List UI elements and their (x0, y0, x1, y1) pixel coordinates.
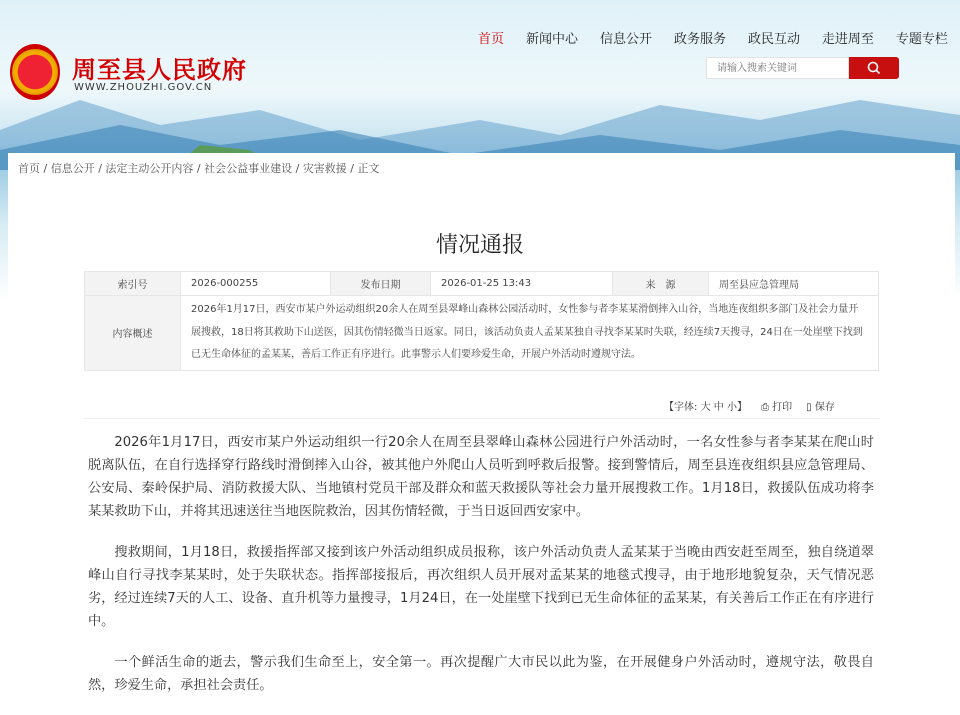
nav-services[interactable]: 政务服务 (673, 32, 726, 47)
paragraph: 一个鲜活生命的逝去，警示我们生命至上，安全第一。再次提醒广大市民以此为鉴，在开展健身户外活动时，遵规守法，敬畏自然，珍爱生命，承担社会责任。 (88, 655, 874, 693)
crumb-home[interactable]: 首页 (18, 162, 40, 175)
summary-value: 2026年1月17日，西安市某户外运动组织20余人在周至县翠峰山森林公园活动时，女性参与者李某某滑倒摔入山谷，当地连夜组织多部门及社会力量开展搜救，18日将其救助下山送医，因其伤情轻微当日返家。同日，该活动负责人孟某某独自寻找李某某时失联，经连续7天搜寻，24日在一处崖壁下找到已无生命体征的孟某某，善后工作正有序进行。此事警示人们要珍爱生命，开展户外活动时遵规守法。 (181, 296, 879, 371)
save-button[interactable] (806, 398, 835, 413)
nav-news[interactable]: 新闻中心 (525, 32, 578, 47)
index-value: 2026-000255 (181, 272, 331, 296)
crumb-welfare[interactable]: 社会公益事业建设 (204, 162, 293, 175)
font-size-label: 【字体: (664, 402, 698, 413)
save-label: 保存 (814, 402, 835, 413)
main-nav (478, 28, 948, 47)
article-tools (664, 398, 835, 413)
font-size-end: 】 (736, 402, 747, 413)
national-emblem-logo (10, 44, 60, 100)
print-label: 打印 (772, 402, 793, 413)
nav-info[interactable]: 信息公开 (599, 32, 652, 47)
nav-interaction[interactable]: 政民互动 (747, 32, 800, 47)
breadcrumb: 首页 / 信息公开 / 法定主动公开内容 / 社会公益事业建设 / 灾害救援 / 正文 (18, 162, 380, 175)
font-large[interactable]: 大 (700, 402, 711, 413)
summary-label: 内容概述 (85, 296, 181, 371)
search-button[interactable] (849, 57, 899, 79)
index-label: 索引号 (85, 272, 181, 296)
meta-table (84, 271, 879, 371)
save-icon: ▯ (806, 402, 812, 413)
paragraph: 2026年1月17日，西安市某户外运动组织一行20余人在周至县翠峰山森林公园进行户外活动时，一名女性参与者李某某在爬山时脱离队伍，在自行选择穿行路线时滑倒摔入山谷，被其他户外爬山人员听到呼救后报警。接到警情后，周至县连夜组织县应急管理局、公安局、秦岭保护局、消防救援大队、当地镇村党员干部及群众和蓝天救援队等社会力量开展搜救工作。1月18日，救援队伍成功将李某某救助下山，并将其迅速送往当地医院救治，因其伤情轻微，于当日返回西安家中。 (88, 435, 874, 519)
page-title: 情况通报 (435, 233, 524, 258)
crumb-statutory[interactable]: 法定主动公开内容 (105, 162, 194, 175)
crumb-disaster[interactable]: 灾害救援 (302, 162, 347, 175)
search-input[interactable] (706, 57, 849, 79)
crumb-current: 正文 (357, 162, 380, 175)
source-value: 周至县应急管理局 (709, 272, 879, 296)
nav-home[interactable]: 首页 (478, 32, 505, 47)
source-label: 来 源 (613, 272, 709, 296)
date-label: 发布日期 (331, 272, 431, 296)
nav-about[interactable]: 走进周至 (821, 32, 874, 47)
crumb-info[interactable]: 信息公开 (50, 162, 95, 175)
divider (84, 418, 879, 419)
site-url: WWW.ZHOUZHI.GOV.CN (74, 82, 213, 93)
article-body (88, 431, 874, 715)
date-value: 2026-01-25 13:43 (431, 272, 613, 296)
print-button[interactable] (761, 398, 792, 413)
paragraph: 搜救期间，1月18日，救援指挥部又接到该户外活动组织成员报称，该户外活动负责人孟某某于当晚由西安赶至周至，独自绕道翠峰山自行寻找李某某时，处于失联状态。指挥部接报后，再次组织人员开展对孟某某的地毯式搜寻，由于地形地貌复杂，天气情况恶劣，经过连续7天的人工、设备、直升机等力量搜寻，1月24日，在一处崖壁下找到已无生命体征的孟某某，有关善后工作正在有序进行中。 (88, 545, 874, 629)
print-icon: ⎙ (760, 402, 769, 413)
site-name[interactable]: 周至县人民政府 (72, 56, 247, 84)
search-icon (867, 61, 881, 75)
nav-topics[interactable]: 专题专栏 (895, 32, 948, 47)
font-medium[interactable]: 中 (713, 402, 724, 413)
font-small[interactable]: 小 (726, 402, 737, 413)
